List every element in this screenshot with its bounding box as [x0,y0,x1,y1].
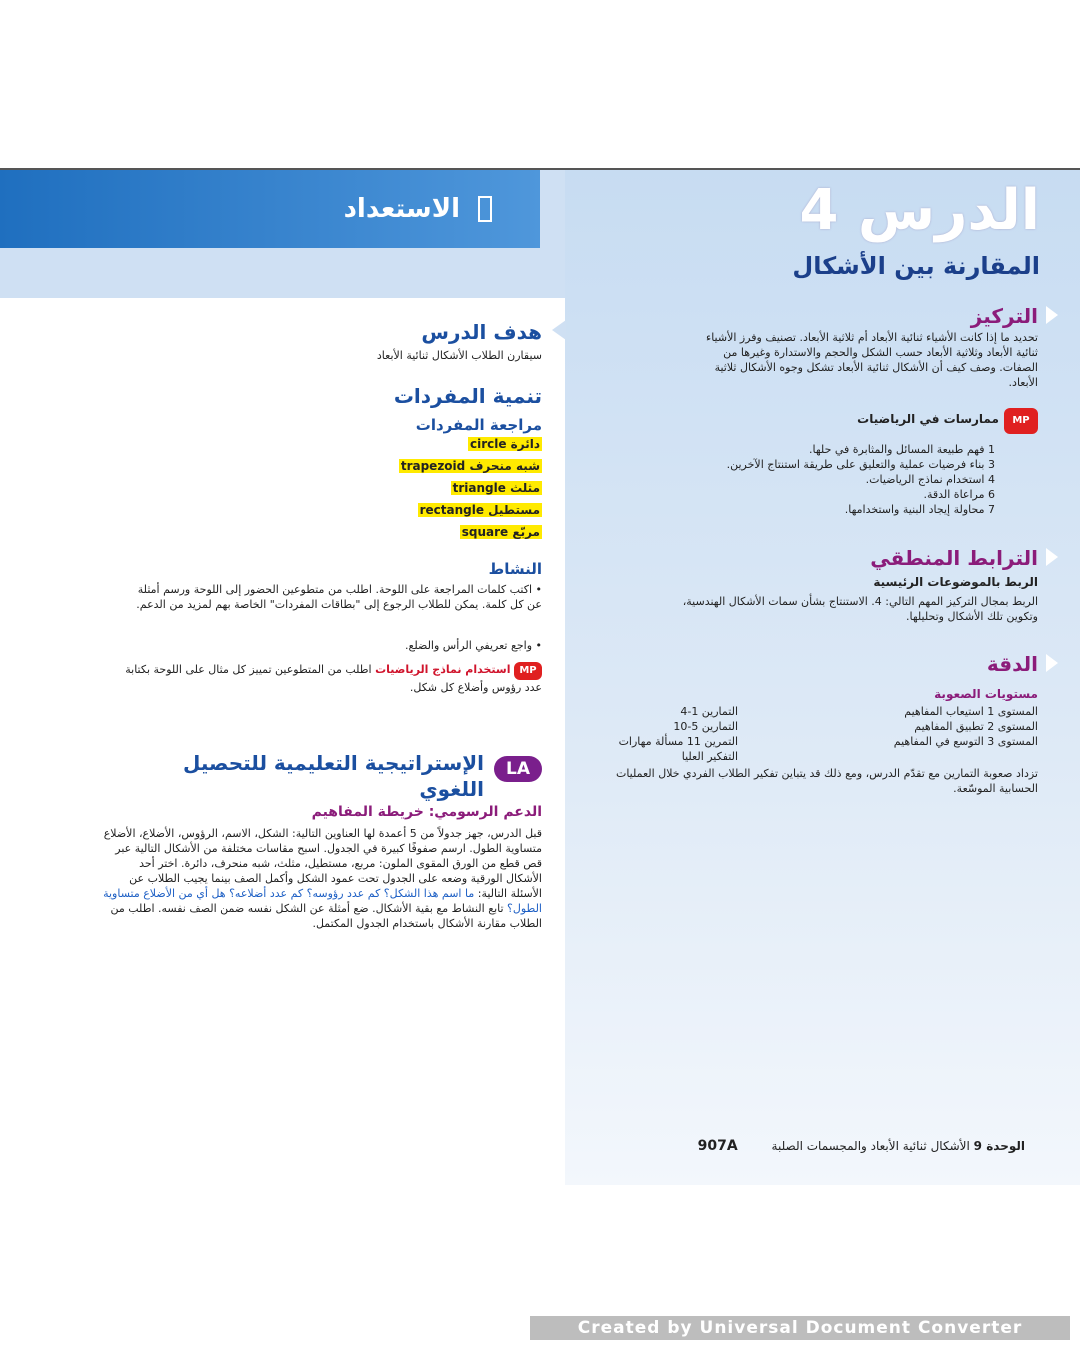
table-row [598,704,1038,719]
table-row [598,734,1038,764]
activity-bullet-2: • واجع تعريفي الرأس والضلع. [405,639,542,652]
checkbox-icon [478,196,492,222]
unit-label: الوحدة 9 [973,1139,1025,1153]
vocab-item [399,480,542,497]
vocab-item [399,502,542,519]
list-item: 6 مراعاة الدقة. [923,488,995,501]
strategy-questions: ما اسم هذا الشكل؟ كم عدد رؤوسه؟ كم عدد أضلاعه؟ هل أي من الأضلاع متساوية الطول؟ [103,887,542,915]
la-badge: LA [494,756,542,782]
difficulty-levels-table [598,704,1038,764]
strategy-text [102,826,542,931]
strategy-subtitle: الدعم الرسومي: خريطة المفاهيم [311,804,542,820]
coherence-text: الربط بمجال التركيز المهم التالي: 4. الاستنتاج بشأن سمات الأشكال الهندسية، وتكوين تلك الأشكال وتحليلها. [682,595,1038,623]
activity-bullet-3-text: اطلب من المتطوعين تمييز كل مثال على اللوحة بكتابة عدد رؤوس وأضلاع كل شكل. [125,663,542,694]
vocab-review-title: مراجعة المفردات [415,416,542,434]
rigor-title: الدقة [986,652,1038,676]
activity-bullet-3 [122,662,542,695]
level-name: المستوى 1 استيعاب المفاهيم [904,705,1038,718]
strategy-text-part-1: قبل الدرس، جهز جدولاً من 5 أعمدة لها العناوين التالية: الشكل، الاسم، الرؤوس، الأضلاع، الأضلاع متساوية الطول. ارسم صفوفًا كبيرة في الجدول. اسبح مقاسات مختلفة من الأشكال التالية عبر قص قطع من الورق المقوى الملون: مربع، مستطيل، مثلث، شبه منحرف، دائرة. اختر أحد الأشكال الورقية وضعه على الجدول تحت عمود الشكل وأكمل الصف بينما يجيب الطلاب عن الأسئلة التالية: [103,827,542,900]
math-practices-title: ممارسات في الرياضيات [857,412,999,426]
objective-title: هدف الدرس [421,320,542,344]
section-arrow-icon [1046,306,1058,324]
list-item: 4 استخدام نماذج الرياضيات. [865,473,995,486]
math-practice-icon: MP [514,662,542,680]
level-exercises: التمارين 5-10 [673,720,738,733]
vocab-word-en: rectangle [419,503,484,517]
strategy-title: الإستراتيجية التعليمية للتحصيل اللغوي [182,751,484,801]
vocab-list [399,436,542,546]
objective-text: سيقارن الطلاب الأشكال ثنائية الأبعاد [376,349,542,362]
math-practice-icon: MP [1004,408,1038,434]
section-arrow-icon [552,320,566,340]
vocab-word-ar: دائرة [510,437,540,451]
vocab-item [399,436,542,453]
vocab-word-en: square [461,525,509,539]
section-arrow-icon [1046,654,1058,672]
coherence-title: الترابط المنطقي [870,546,1038,570]
vocab-word-ar: مربّع [512,525,540,539]
vocab-word-en: trapezoid [400,459,466,473]
copyright-sidebar [66,1000,78,1210]
difficulty-levels-title: مستويات الصعوبة [934,687,1038,701]
preparation-label: الاستعداد [343,194,460,224]
activity-bullet-3-highlight: استخدام نماذج الرياضيات [375,663,511,676]
level-name: المستوى 3 التوسع في المفاهيم [893,735,1038,748]
table-row [598,719,1038,734]
vocab-item [399,524,542,541]
coherence-subtitle: الربط بالموضوعات الرئيسية [873,575,1038,589]
vocab-word-en: triangle [452,481,506,495]
preparation-bar [0,170,540,248]
lesson-subtitle: المقارنة بين الأشكال [792,252,1040,280]
page-number: 907A [697,1138,738,1154]
vocab-title: تنمية المفردات [393,384,542,408]
list-item: 3 بناء فرضيات عملية والتعليق على طريقة استنتاج الآخرين. [726,458,995,471]
vocab-item [399,458,542,475]
activity-title: النشاط [488,560,542,578]
level-name: المستوى 2 تطبيق المفاهيم [914,720,1038,733]
activity-bullet-1: • اكتب كلمات المراجعة على اللوحة. اطلب من متطوعين الحضور إلى اللوحة ورسم أمثلة عن كل كلمة. يمكن للطلاب الرجوع إلى "بطاقات المفردات" الخاصة بهم لمزيد من الدعم. [136,583,542,611]
section-arrow-icon [1046,548,1058,566]
vocab-word-en: circle [469,437,507,451]
converter-banner: Created by Universal Document Converter [530,1316,1070,1340]
focus-text: تحديد ما إذا كانت الأشياء ثنائية الأبعاد أم ثلاثية الأبعاد. تصنيف وفرز الأشياء ثنائية الأبعاد وثلاثية الأبعاد حسب الشكل والحجم والاستدارة وغيرها من الصفات. وصف كيف أن الأشكال ثنائية الأبعاد تشكل وجوه الأشكال ثلاثية الأبعاد. [706,331,1038,389]
rigor-note: تزداد صعوبة التمارين مع تقدّم الدرس، ومع ذلك قد يتباين تفكير الطلاب الفردي خلال العمليات الحسابية الموسّعة. [615,767,1038,795]
lesson-title: الدرس 4 [799,178,1040,243]
unit-title: الأشكال ثنائية الأبعاد والمجسمات الصلبة [771,1139,970,1153]
list-item: 1 فهم طبيعة المسائل والمثابرة في حلها. [809,443,995,456]
list-item: 7 محاولة إيجاد البنية واستخدامها. [844,503,995,516]
vocab-word-ar: شبه منحرف [469,459,540,473]
strategy-text-part-2: تابع النشاط مع بقية الأشكال. ضع أمثلة عن الشكل نفسه ضمن الصف نفسه. اطلب من الطلاب مقارنة الأشكال باستخدام الجدول المكتمل. [110,902,542,930]
math-practices-header [683,408,1038,438]
vocab-word-ar: مستطيل [488,503,540,517]
level-exercises: التمارين 1-4 [680,705,738,718]
lesson-page [0,168,1080,1185]
level-exercises: التمرين 11 مسألة مهارات التفكير العليا [618,735,738,763]
focus-title: التركيز [970,304,1038,328]
strategy-header [122,750,542,802]
vocab-word-ar: مثلث [510,481,540,495]
math-practices-list [655,442,995,517]
page-footer [676,1138,1025,1154]
